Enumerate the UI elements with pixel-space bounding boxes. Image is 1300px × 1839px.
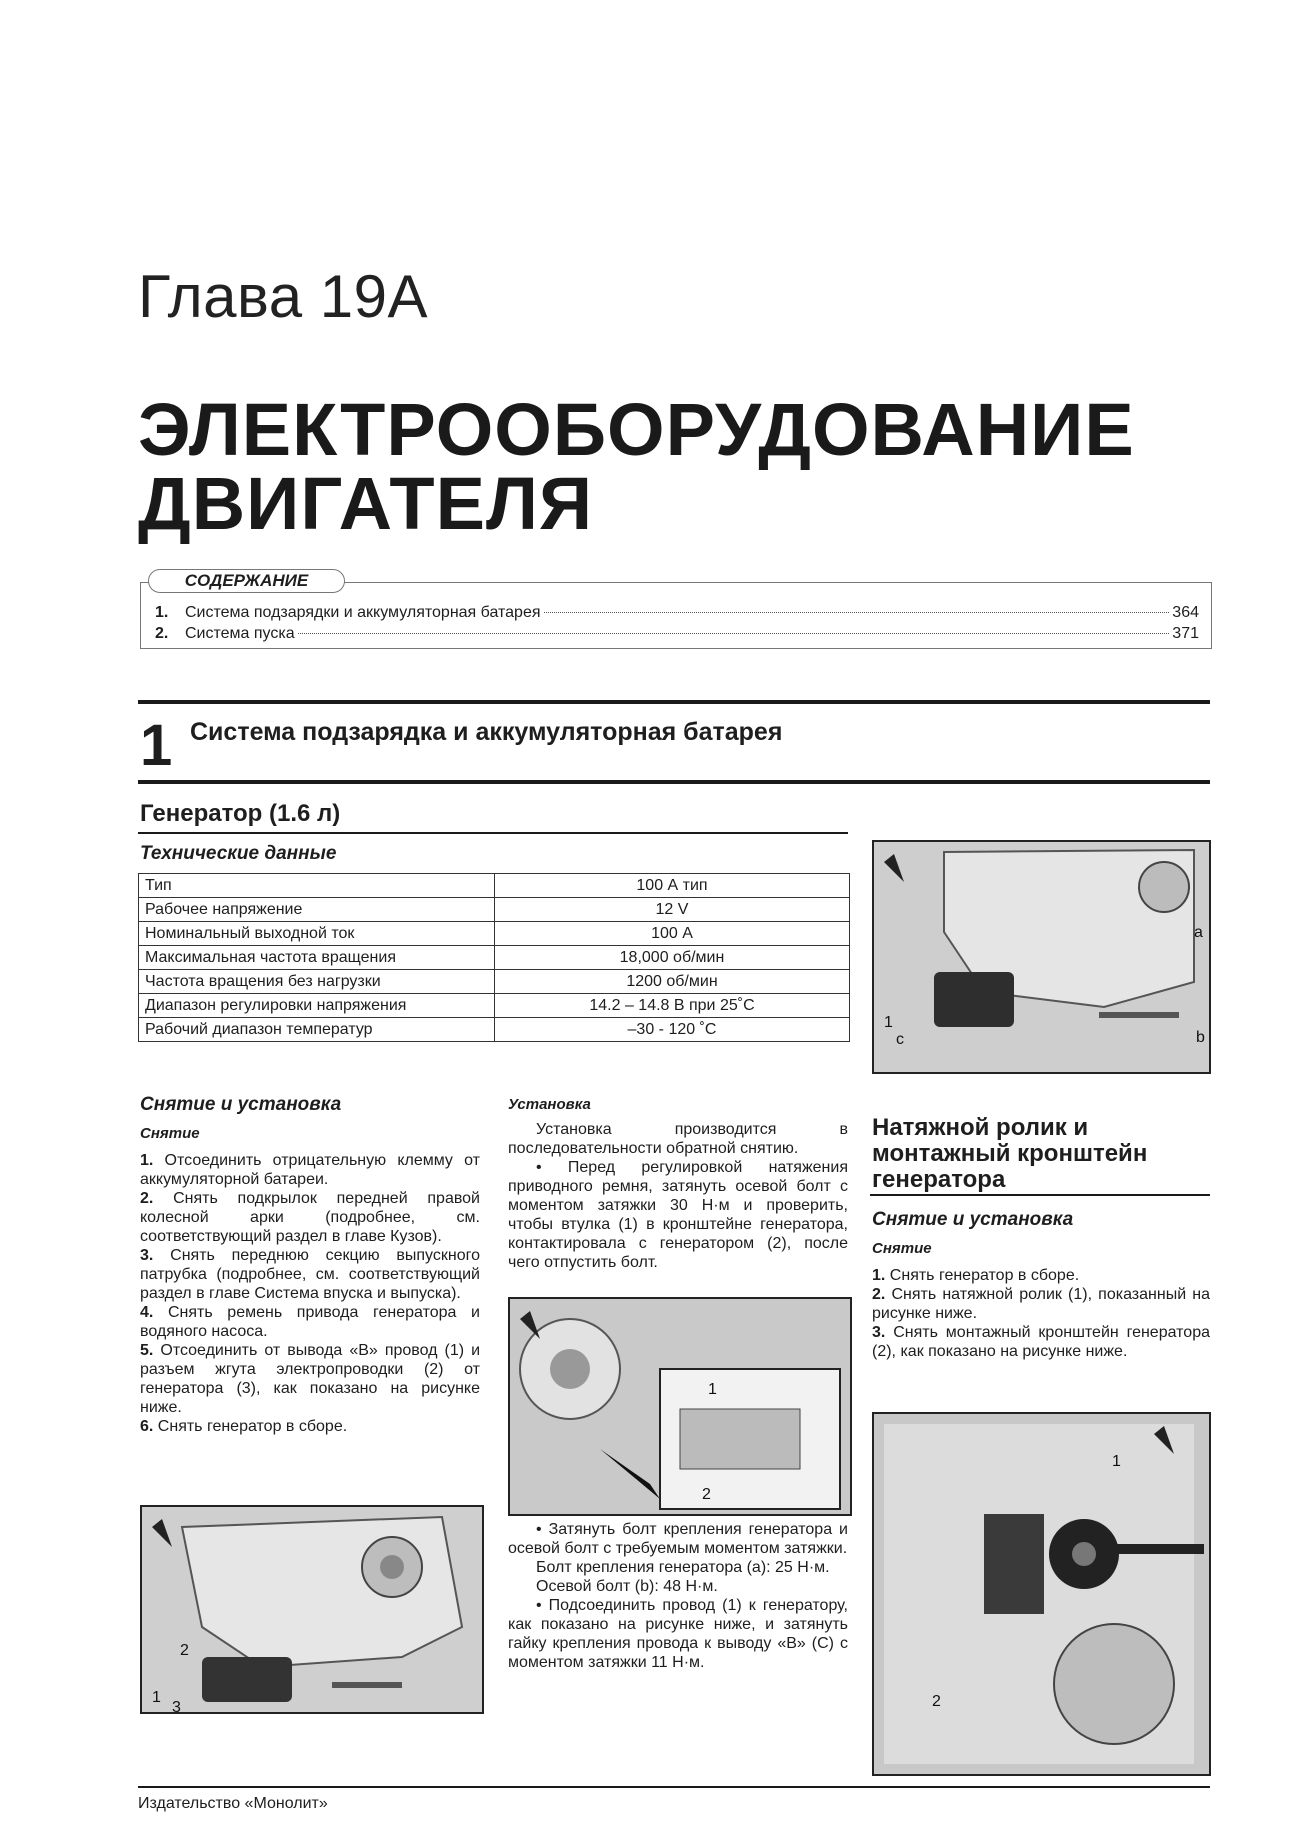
tensioner-removal-subheading: Снятие <box>872 1240 932 1257</box>
step-text: Снять генератор в сборе. <box>157 1418 348 1435</box>
step-number: 1. <box>872 1267 886 1284</box>
list-item <box>872 1323 1210 1361</box>
step-number: 3. <box>140 1247 154 1264</box>
list-item <box>140 1189 480 1246</box>
spec-table <box>138 873 850 1042</box>
step-text: Отсоединить от вывода «В» провод (1) и разъем жгута электропроводки (2) от генератора (3), как показано на рисунке ниже. <box>140 1342 481 1416</box>
step-text: Отсоединить отрицательную клемму от аккумуляторной батареи. <box>140 1152 480 1188</box>
section-bottom-rule <box>138 780 1210 784</box>
removal-subheading: Снятие <box>140 1125 200 1142</box>
spec-value: 12 V <box>495 898 850 922</box>
figure-label: 2 <box>702 1486 711 1503</box>
spec-param: Максимальная частота вращения <box>139 946 495 970</box>
chapter-title-line2: ДВИГАТЕЛЯ <box>138 462 594 545</box>
section-top-rule <box>138 700 1210 704</box>
publisher-footer: Издательство «Монолит» <box>138 1795 328 1812</box>
figure-label: 1 <box>152 1689 161 1706</box>
step-text: Снять генератор в сборе. <box>889 1267 1080 1284</box>
spec-value: 1200 об/мин <box>495 970 850 994</box>
chapter-title <box>138 388 1135 545</box>
toc-leader-dots <box>544 612 1170 613</box>
toc-item-num: 2. <box>155 625 169 642</box>
step-number: 4. <box>140 1304 154 1321</box>
step-text: Снять монтажный кронштейн генератора (2), как показано на рисунке ниже. <box>872 1324 1210 1360</box>
install-para: Установка производится в последовательности обратной снятию. <box>508 1121 848 1157</box>
install-heading: Установка <box>508 1096 591 1113</box>
toc-item-2[interactable] <box>155 625 1199 643</box>
section-number: 1 <box>140 713 173 778</box>
tech-data-heading: Технические данные <box>140 843 337 864</box>
spec-value: 100 А <box>495 922 850 946</box>
step-number: 5. <box>140 1342 154 1359</box>
step-number: 1. <box>140 1152 154 1169</box>
spec-value: 18,000 об/мин <box>495 946 850 970</box>
step-number: 3. <box>872 1324 886 1341</box>
section-title: Система подзарядка и аккумуляторная батарея <box>190 718 783 746</box>
figure-generator-mount <box>872 840 1211 1074</box>
toc-item-text: Система пуска <box>185 625 295 642</box>
spec-value: –30 - 120 ˚С <box>495 1018 850 1042</box>
torque-value: Осевой болт (b): 48 Н·м. <box>536 1578 718 1595</box>
engine-illustration <box>142 1507 482 1712</box>
figure-label: 1 <box>708 1381 717 1398</box>
table-row <box>139 970 850 994</box>
figure-label: с <box>896 1031 904 1048</box>
table-row <box>139 1018 850 1042</box>
toc-label: СОДЕРЖАНИЕ <box>148 569 345 593</box>
figure-generator-removal <box>140 1505 484 1714</box>
removal-install-heading: Снятие и установка <box>140 1094 342 1115</box>
toc-item-num: 1. <box>155 604 169 621</box>
spec-value: 100 А тип <box>495 874 850 898</box>
tensioner-heading: Натяжной ролик и монтажный кронштейн генератора <box>872 1114 1148 1193</box>
tensioner-column <box>872 1210 1210 1361</box>
tensioner-heading-rule <box>870 1194 1210 1196</box>
step-text: Снять переднюю секцию выпускного патрубка (подробнее, см. соответствующий раздел в главе Система впуска и выпуска). <box>140 1247 480 1302</box>
footer-rule <box>138 1786 1210 1788</box>
generator-heading-rule <box>138 832 848 834</box>
toc-item-text: Система подзарядки и аккумуляторная батарея <box>185 604 541 621</box>
figure-label: 1 <box>884 1014 893 1031</box>
figure-bracket-bushing <box>508 1297 852 1516</box>
step-text: Снять ремень привода генератора и водяного насоса. <box>140 1304 480 1340</box>
chapter-number: Глава 19А <box>138 263 428 330</box>
list-item <box>140 1341 480 1417</box>
spec-param: Рабочий диапазон температур <box>139 1018 495 1042</box>
removal-column <box>140 1095 480 1436</box>
spec-param: Номинальный выходной ток <box>139 922 495 946</box>
spec-value: 14.2 – 14.8 В при 25˚С <box>495 994 850 1018</box>
step-number: 2. <box>872 1286 886 1303</box>
toc-leader-dots <box>298 633 1170 634</box>
chapter-title-line1: ЭЛЕКТРООБОРУДОВАНИЕ <box>138 388 1135 471</box>
toc-item-page: 371 <box>1172 625 1199 642</box>
figure-label: 2 <box>180 1642 189 1659</box>
table-row <box>139 898 850 922</box>
list-item <box>872 1285 1210 1323</box>
step-number: 2. <box>140 1190 154 1207</box>
table-row <box>139 874 850 898</box>
pulley-illustration <box>874 1414 1209 1774</box>
figure-label: а <box>1194 924 1203 941</box>
table-row <box>139 946 850 970</box>
install-bullet: • Перед регулировкой натяжения приводного ремня, затянуть осевой болт с моментом затяжки 30 Н·м и проверить, чтобы втулка (1) в кронштейне генератора, контактировала с генератором (2), после чего отпустить болт. <box>508 1159 848 1271</box>
list-item <box>872 1266 1210 1285</box>
install-bullet: • Подсоединить провод (1) к генератору, как показано на рисунке ниже, и затянуть гайку крепления провода к выводу «В» (С) с моментом затяжки 11 Н·м. <box>508 1597 848 1671</box>
torque-value: Болт крепления генератора (а): 25 Н·м. <box>536 1559 830 1576</box>
toc-item-1[interactable] <box>155 604 1199 622</box>
table-row <box>139 994 850 1018</box>
toc-item-page: 364 <box>1172 604 1199 621</box>
spec-param: Рабочее напряжение <box>139 898 495 922</box>
list-item <box>140 1151 480 1189</box>
spec-param: Тип <box>139 874 495 898</box>
spec-param: Частота вращения без нагрузки <box>139 970 495 994</box>
install-bullet: • Затянуть болт крепления генератора и осевой болт с требуемым моментом затяжки. <box>508 1521 848 1557</box>
figure-label: 1 <box>1112 1453 1121 1470</box>
step-text: Снять подкрылок передней правой колесной арки (подробнее, см. соответствующий раздел в главе Кузов). <box>140 1190 480 1245</box>
install-column <box>508 1095 848 1272</box>
figure-tensioner-pulley <box>872 1412 1211 1776</box>
table-row <box>139 922 850 946</box>
step-text: Снять натяжной ролик (1), показанный на рисунке ниже. <box>872 1286 1210 1322</box>
list-item <box>140 1246 480 1303</box>
install-column-lower <box>508 1520 848 1672</box>
figure-label: b <box>1196 1029 1205 1046</box>
figure-label: 2 <box>932 1693 941 1710</box>
spec-param: Диапазон регулировки напряжения <box>139 994 495 1018</box>
figure-label: 3 <box>172 1699 181 1712</box>
step-number: 6. <box>140 1418 154 1435</box>
tensioner-removal-heading: Снятие и установка <box>872 1209 1074 1230</box>
list-item <box>140 1303 480 1341</box>
generator-heading: Генератор (1.6 л) <box>140 800 341 827</box>
list-item <box>140 1417 480 1436</box>
bracket-illustration <box>510 1299 850 1514</box>
mount-illustration <box>874 842 1209 1072</box>
